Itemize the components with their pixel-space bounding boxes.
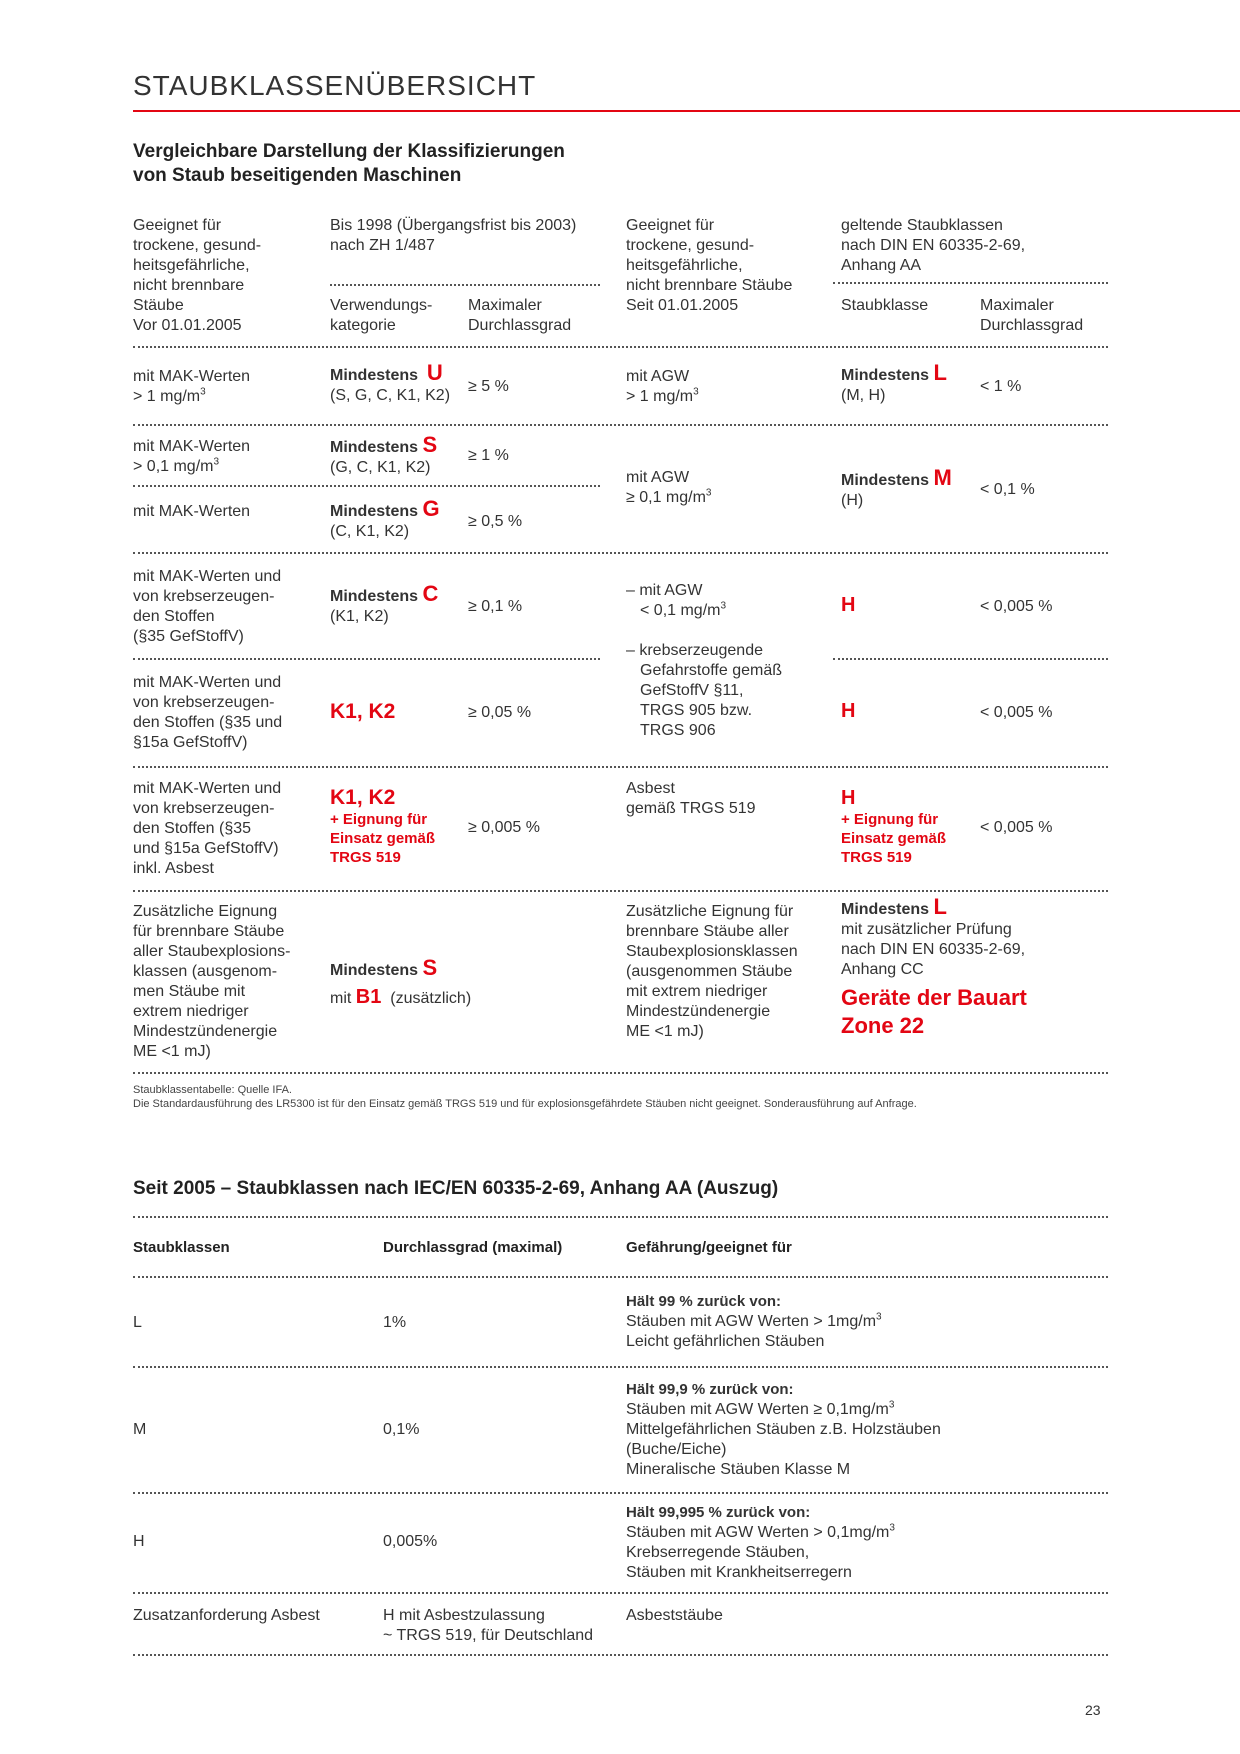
text: Stäuben mit AGW Werten > 1mg/m xyxy=(626,1313,877,1330)
mindestens-label: Mindestens xyxy=(330,439,419,456)
text-line: für brennbare Stäube xyxy=(133,923,285,940)
text-line: von krebserzeugen- xyxy=(133,800,275,817)
row-m-grad: 0,1% xyxy=(383,1421,420,1438)
class-label: C xyxy=(422,581,439,606)
row4-col3 xyxy=(626,581,726,621)
row-asbest-desc: Asbeststäube xyxy=(626,1607,723,1624)
text-line xyxy=(330,432,438,458)
text-line: Mindestzündenergie xyxy=(626,1003,771,1020)
row-h-class: H xyxy=(133,1533,145,1550)
text-line xyxy=(626,387,699,407)
text-line: Zusätzliche Eignung xyxy=(133,903,278,920)
text-line: den Stoffen (§35 und xyxy=(133,714,283,731)
text-line: (ausgenommen Stäube xyxy=(626,963,793,980)
text: > 1 mg/m xyxy=(133,388,201,405)
row2-col1 xyxy=(133,437,250,477)
text-line: geltende Staubklassen xyxy=(841,217,1003,234)
text-line xyxy=(330,496,440,522)
divider xyxy=(133,346,1108,348)
text-line: mit AGW xyxy=(626,469,690,486)
text-line: (C, K1, K2) xyxy=(330,523,410,540)
subtitle-line-1: Vergleichbare Darstellung der Klassifizierungen xyxy=(133,141,565,162)
text-line: §15a GefStoffV) xyxy=(133,734,248,751)
row4-grad: ≥ 0,1 % xyxy=(468,598,523,615)
text-line: + Eignung für xyxy=(330,811,428,828)
text-line: Maximaler xyxy=(980,297,1054,314)
text-line: Einsatz gemäß xyxy=(330,830,436,847)
text-line: men Stäube mit xyxy=(133,983,246,1000)
text-line: Stäuben mit Krankheitserregern xyxy=(626,1564,852,1581)
superscript: 3 xyxy=(720,600,727,612)
row1-col1 xyxy=(133,367,250,407)
row5-grad2: < 0,005 % xyxy=(980,704,1053,721)
text-line xyxy=(330,955,471,981)
row6-class2 xyxy=(841,786,946,867)
text-line: Durchlassgrad xyxy=(980,317,1084,334)
row3-grad2: < 0,1 % xyxy=(980,481,1035,498)
superscript: 3 xyxy=(693,386,699,398)
text-line: Anhang AA xyxy=(841,257,922,274)
class-label: U xyxy=(426,360,443,385)
row-m-desc xyxy=(626,1380,941,1480)
superscript: 3 xyxy=(200,386,206,398)
divider xyxy=(133,1592,1108,1594)
text-line: (K1, K2) xyxy=(330,608,389,625)
zone-line: Geräte der Bauart xyxy=(841,985,1027,1010)
text-line: Einsatz gemäß xyxy=(841,830,947,847)
text-line: kategorie xyxy=(330,317,396,334)
row2-grad: ≥ 1 % xyxy=(468,447,509,464)
row3-col3 xyxy=(626,468,711,508)
divider xyxy=(133,1276,1108,1278)
text-line: trockene, gesund- xyxy=(133,237,262,254)
text-line: von krebserzeugen- xyxy=(133,694,275,711)
text-line: Mittelgefährlichen Stäuben z.B. Holzstäuben xyxy=(626,1421,941,1438)
text-line: TRGS 906 xyxy=(640,722,716,739)
row1-class xyxy=(330,360,451,406)
text-line: inkl. Asbest xyxy=(133,860,214,877)
text-line: (Buche/Eiche) xyxy=(626,1441,727,1458)
text-line: brennbare Stäube aller xyxy=(626,923,789,940)
row-m-class: M xyxy=(133,1421,147,1438)
class-label: S xyxy=(422,955,438,980)
text-line: gemäß TRGS 519 xyxy=(626,800,756,817)
text-line: Mineralische Stäuben Klasse M xyxy=(626,1461,851,1478)
text-line: Vor 01.01.2005 xyxy=(133,317,242,334)
text-line: Seit 01.01.2005 xyxy=(626,297,739,314)
header-col2 xyxy=(330,216,576,256)
text-line: (M, H) xyxy=(841,387,886,404)
divider xyxy=(133,1072,1108,1074)
row4-class xyxy=(330,581,439,627)
divider xyxy=(833,658,1108,660)
divider xyxy=(133,552,1108,554)
header-gefaehrung: Gefährung/geeignet für xyxy=(626,1239,792,1256)
row4-class2: H xyxy=(841,594,856,616)
text-line xyxy=(330,987,471,1009)
text-line: heitsgefährliche, xyxy=(626,257,743,274)
superscript: 3 xyxy=(876,1311,882,1323)
text-line: ~ TRGS 519, für Deutschland xyxy=(383,1627,594,1644)
class-label: M xyxy=(933,465,952,490)
divider xyxy=(133,766,1108,768)
row-l-desc xyxy=(626,1292,882,1352)
text-line: mit MAK-Werten und xyxy=(133,674,282,691)
row5-col1 xyxy=(133,673,282,753)
header-col4 xyxy=(841,216,1025,276)
text-line: und §15a GefStoffV) xyxy=(133,840,279,857)
text-line: Durchlassgrad xyxy=(468,317,572,334)
row-asbest-class: Zusatzanforderung Asbest xyxy=(133,1607,320,1624)
header-col4b xyxy=(980,296,1083,336)
text-line: mit MAK-Werten xyxy=(133,368,251,385)
header-col2a xyxy=(330,296,432,336)
text: ≥ 0,1 mg/m xyxy=(626,489,706,506)
text-line: Asbest xyxy=(626,780,675,797)
text-line xyxy=(626,601,726,621)
divider xyxy=(133,658,600,660)
row4-col1 xyxy=(133,567,281,647)
header-staubklassen: Staubklassen xyxy=(133,1239,230,1256)
text-line: Anhang CC xyxy=(841,961,924,978)
text-line xyxy=(841,360,947,386)
text-line: TRGS 519 xyxy=(330,849,401,866)
text-line: (H) xyxy=(841,492,864,509)
class-label: H xyxy=(841,787,856,809)
text-line: von krebserzeugen- xyxy=(133,588,275,605)
mindestens-label: Mindestens xyxy=(841,472,930,489)
row1-grad2: < 1 % xyxy=(980,378,1022,395)
text-line: den Stoffen xyxy=(133,608,215,625)
row1-grad: ≥ 5 % xyxy=(468,378,509,395)
text-line xyxy=(626,1400,941,1420)
row7-class xyxy=(330,955,472,1009)
mindestens-label: Mindestens xyxy=(841,901,930,918)
row7-col3 xyxy=(626,902,798,1042)
class-label: K1, K2 xyxy=(330,786,396,809)
row3-class2 xyxy=(841,465,952,511)
text-line: klassen (ausgenom- xyxy=(133,963,278,980)
section-title: Seit 2005 – Staubklassen nach IEC/EN 60335-2-69, Anhang AA (Auszug) xyxy=(133,1178,779,1199)
text-line: nach ZH 1/487 xyxy=(330,237,435,254)
text-line xyxy=(626,1523,895,1543)
row5-col3 xyxy=(626,641,782,741)
mindestens-label: Mindestens xyxy=(330,588,419,605)
text-line xyxy=(330,360,450,386)
superscript: 3 xyxy=(888,1399,895,1411)
text-line: Hält 99,995 % zurück von: xyxy=(626,1504,811,1521)
class-label: G xyxy=(422,496,440,521)
text-line: mit extrem niedriger xyxy=(626,983,768,1000)
text-line: (S, G, C, K1, K2) xyxy=(330,387,451,404)
b1-label: B1 xyxy=(355,986,382,1008)
page-title: STAUBKLASSENÜBERSICHT xyxy=(133,70,537,101)
text-line: mit zusätzlicher Prüfung xyxy=(841,921,1012,938)
row-l-grad: 1% xyxy=(383,1314,407,1331)
text-line: GefStoffV §11, xyxy=(640,682,744,699)
text-line xyxy=(626,1312,882,1332)
text-line xyxy=(841,894,1027,920)
text: (zusätzlich) xyxy=(390,990,472,1007)
row3-class xyxy=(330,496,440,542)
text-line xyxy=(330,581,439,607)
mindestens-label: Mindestens xyxy=(330,503,419,520)
row6-col1 xyxy=(133,779,281,879)
row-h-desc xyxy=(626,1503,895,1583)
text: > 1 mg/m xyxy=(626,388,694,405)
text-line: H mit Asbestzulassung xyxy=(383,1607,545,1624)
mindestens-label: Mindestens xyxy=(330,962,419,979)
row-h-grad: 0,005% xyxy=(383,1533,438,1550)
text-line: Zusätzliche Eignung für xyxy=(626,903,794,920)
text-line: Staubexplosionsklassen xyxy=(626,943,798,960)
text-line: – mit AGW xyxy=(626,582,703,599)
text-line: TRGS 905 bzw. xyxy=(640,702,753,719)
row7-class2 xyxy=(841,894,1027,1040)
header-col2b xyxy=(468,296,571,336)
text-line: Geeignet für xyxy=(626,217,715,234)
text-line: Mindestzündenergie xyxy=(133,1023,278,1040)
text-line: mit MAK-Werten xyxy=(133,438,251,455)
header-durchlassgrad: Durchlassgrad (maximal) xyxy=(383,1239,563,1256)
source-note xyxy=(133,1083,917,1111)
header-col4a: Staubklasse xyxy=(841,297,929,314)
row1-class2 xyxy=(841,360,947,406)
row6-grad2: < 0,005 % xyxy=(980,819,1053,836)
class-label: L xyxy=(933,894,947,919)
text-line: heitsgefährliche, xyxy=(133,257,250,274)
divider xyxy=(133,1492,1108,1494)
text: Stäuben mit AGW Werten > 0,1mg/m xyxy=(626,1524,890,1541)
text-line: mit MAK-Werten und xyxy=(133,780,282,797)
row6-col3 xyxy=(626,779,756,819)
text-line: Hält 99 % zurück von: xyxy=(626,1293,782,1310)
row6-grad: ≥ 0,005 % xyxy=(468,819,540,836)
row-l-class: L xyxy=(133,1314,142,1331)
row1-col3 xyxy=(626,367,699,407)
text-line: TRGS 519 xyxy=(841,849,912,866)
header-col1 xyxy=(133,216,261,336)
text-line: Krebserregende Stäuben, xyxy=(626,1544,810,1561)
divider xyxy=(133,1654,1108,1656)
mindestens-label: Mindestens xyxy=(841,367,930,384)
text-line xyxy=(626,488,711,508)
divider xyxy=(833,282,1108,284)
text-line: (G, C, K1, K2) xyxy=(330,459,431,476)
text-line: ME <1 mJ) xyxy=(626,1023,704,1040)
text-line: ME <1 mJ) xyxy=(133,1043,211,1060)
row7-col1 xyxy=(133,902,290,1062)
text-line: Gefahrstoffe gemäß xyxy=(640,662,782,679)
text-line: nicht brennbare xyxy=(133,277,245,294)
mindestens-label: Mindestens xyxy=(330,367,419,384)
text-line: Maximaler xyxy=(468,297,542,314)
text-line: nach DIN EN 60335-2-69, xyxy=(841,941,1026,958)
text-line: extrem niedriger xyxy=(133,1003,249,1020)
text-line: aller Staubexplosions- xyxy=(133,943,291,960)
text: > 0,1 mg/m xyxy=(133,458,214,475)
text-line: (§35 GefStoffV) xyxy=(133,628,244,645)
row5-class2: H xyxy=(841,700,856,722)
text: Stäuben mit AGW Werten ≥ 0,1mg/m xyxy=(626,1401,889,1418)
zone-line: Zone 22 xyxy=(841,1013,925,1038)
header-col3 xyxy=(626,216,792,316)
subtitle-line-2: von Staub beseitigenden Maschinen xyxy=(133,165,462,186)
superscript: 3 xyxy=(705,487,712,499)
text-line: nach DIN EN 60335-2-69, xyxy=(841,237,1026,254)
text: < 0,1 mg/m xyxy=(640,602,721,619)
title-underline xyxy=(133,110,1240,112)
text-line: Bis 1998 (Übergangsfrist bis 2003) xyxy=(330,217,577,234)
class-label: S xyxy=(422,432,438,457)
divider xyxy=(133,1216,1108,1218)
row3-col1: mit MAK-Werten xyxy=(133,503,251,520)
row5-class: K1, K2 xyxy=(330,700,396,723)
divider xyxy=(133,485,600,487)
text-line: mit MAK-Werten und xyxy=(133,568,282,585)
superscript: 3 xyxy=(213,456,220,468)
text-line xyxy=(841,465,952,491)
note-line: Staubklassentabelle: Quelle IFA. xyxy=(133,1084,292,1096)
text-line: trockene, gesund- xyxy=(626,237,755,254)
text-line xyxy=(133,457,250,477)
row-asbest-grad xyxy=(383,1606,593,1646)
row5-grad: ≥ 0,05 % xyxy=(468,704,532,721)
text: mit xyxy=(330,990,352,1007)
row4-grad2: < 0,005 % xyxy=(980,598,1053,615)
text-line: + Eignung für xyxy=(841,811,939,828)
divider xyxy=(330,284,600,286)
text-line: Leicht gefährlichen Stäuben xyxy=(626,1333,825,1350)
text-line xyxy=(133,387,250,407)
text-line: den Stoffen (§35 xyxy=(133,820,252,837)
divider xyxy=(133,890,1108,892)
superscript: 3 xyxy=(889,1522,895,1534)
row2-class xyxy=(330,432,438,478)
text-line: nicht brennbare Stäube xyxy=(626,277,793,294)
row3-grad: ≥ 0,5 % xyxy=(468,513,523,530)
text-line: mit AGW xyxy=(626,368,690,385)
text-line: – krebserzeugende xyxy=(626,642,763,659)
text-line: Hält 99,9 % zurück von: xyxy=(626,1381,794,1398)
page-number: 23 xyxy=(1085,1702,1101,1718)
class-label: L xyxy=(933,360,947,385)
note-line: Die Standardausführung des LR5300 ist für den Einsatz gemäß TRGS 519 und für explosionsgefährdete Stäuben nicht geeignet. Sonderausführung auf Anfrage. xyxy=(133,1098,917,1110)
text-line: Geeignet für xyxy=(133,217,222,234)
row6-class xyxy=(330,786,435,867)
subtitle xyxy=(133,140,565,188)
text-line: Verwendungs- xyxy=(330,297,433,314)
text-line: Stäube xyxy=(133,297,184,314)
divider xyxy=(133,424,1108,426)
divider xyxy=(133,1366,1108,1368)
